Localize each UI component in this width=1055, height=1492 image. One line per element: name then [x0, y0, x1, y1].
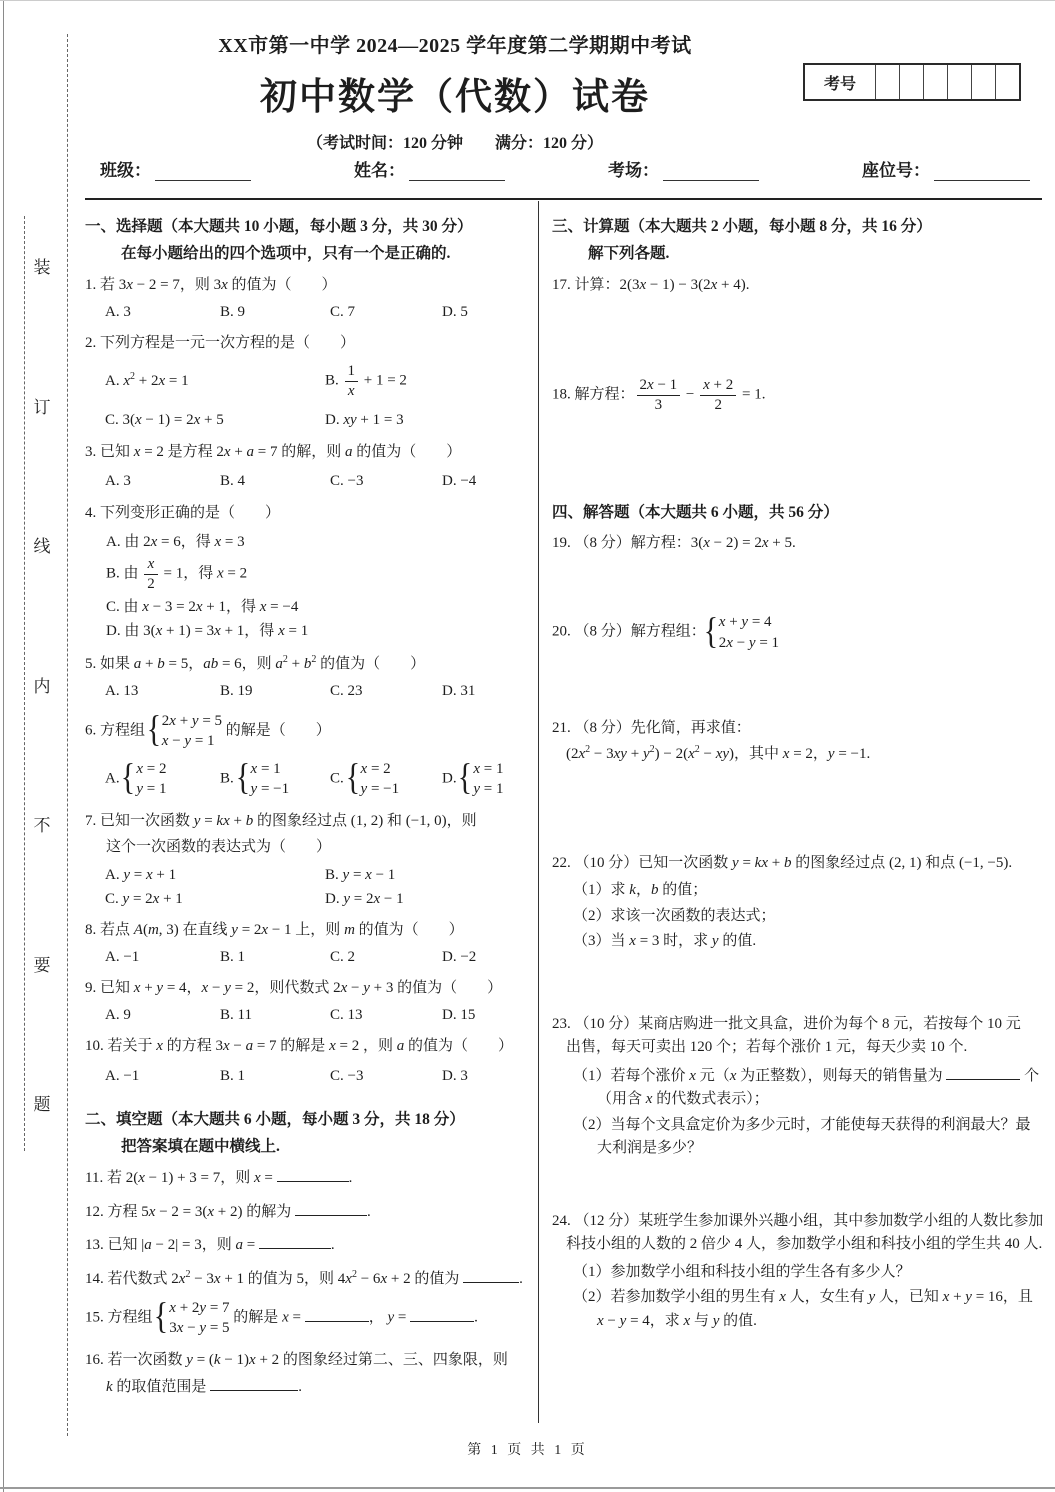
exam-number-cell	[947, 65, 971, 99]
answer-option: A. 3	[105, 472, 131, 489]
question-line: （2）若参加数学小组的男生有 x 人，女生有 y 人，已知 x + y = 16，且	[573, 1289, 1033, 1306]
question-8: 8. 若点 A(m, 3) 在直线 y = 2x − 1 上，则 m 的值为（ ）	[85, 921, 464, 938]
exam-number-cell	[899, 65, 923, 99]
info-field-label: 考场：	[608, 161, 659, 180]
question-24: 24. （12 分）某班学生参加课外兴趣小组，其中参加数学小组的人数比参加	[552, 1212, 1044, 1229]
question-20: 20. （8 分）解方程组： { x + y = 4 2x − y = 1	[552, 612, 1044, 653]
answer-option: A. 3	[105, 304, 131, 320]
exam-number-cell	[923, 65, 947, 99]
column-divider-line	[538, 201, 539, 1423]
answer-option: C. { x = 2 y = −1	[330, 759, 442, 800]
answer-option: D. 15	[442, 1007, 476, 1023]
question-line: D. 由 3(x + 1) = 3x + 1，得 x = 1	[106, 623, 309, 639]
answer-option: C. 2	[330, 949, 356, 965]
left-column	[85, 211, 527, 1399]
school-session-line: XX市第一中学 2024—2025 学年度第二学期期中考试	[218, 35, 692, 57]
exam-number-cells	[875, 65, 1019, 99]
answer-option: A. 13	[105, 683, 139, 699]
paper-header	[85, 29, 825, 153]
question-line: x − y = 4，求 x 与 y 的值.	[597, 1312, 757, 1329]
answer-option: D. −2	[442, 949, 477, 965]
binding-char: 装	[33, 258, 51, 277]
info-field-label: 姓名：	[354, 161, 405, 180]
page-title: 初中数学（代数）试卷	[260, 77, 650, 118]
question-line: C. 由 x − 3 = 2x + 1，得 x = −4	[106, 598, 299, 615]
options-row	[85, 946, 527, 969]
section-1-heading: 一、选择题（本大题共 10 小题，每小题 3 分，共 30 分）	[85, 218, 473, 235]
question-line: 大利润是多少？	[597, 1140, 703, 1157]
info-field-label: 班级：	[100, 161, 151, 180]
info-field-blank	[409, 162, 505, 181]
question-11: 11. 若 2(x − 1) + 3 = 7，则 x = .	[85, 1166, 527, 1190]
info-field	[100, 156, 251, 181]
question-15: 15. 方程组 { x + 2y = 7 3x − y = 5 的解是 x = ， y = .	[85, 1298, 527, 1339]
binding-char: 线	[33, 537, 51, 556]
question-line: （2）当每个文具盒定价为多少元时，才能使每天获得的利润最大？最	[573, 1116, 1031, 1133]
question-line: A. 由 2x = 6，得 x = 3	[106, 533, 245, 550]
question-line: （1）求 k，b 的值；	[573, 882, 708, 899]
question-line: B. 由 $\frac{x}{2}$ = 1，得 x = 2	[106, 556, 248, 592]
answer-option: B. 1	[220, 949, 246, 965]
answer-option: D. y = 2x − 1	[325, 891, 404, 907]
binding-char: 不	[33, 816, 51, 835]
question-18: 18. 解方程： $\frac{2x - 1}{3}$ − $\frac{x + 2}{2}$ = 1.	[552, 377, 766, 413]
binding-dashed-line-inner	[24, 216, 25, 1151]
question-line: （用含 x 的代数式表示）；	[597, 1091, 769, 1108]
answer-option: B. 19	[220, 683, 253, 699]
answer-option: D. 5	[442, 304, 468, 320]
answer-option: C. −3	[330, 1068, 364, 1084]
question-3: 3. 已知 x = 2 是方程 2x + a = 7 的解，则 a 的值为（ ）	[85, 444, 462, 460]
question-line: 科技小组的人数的 2 倍少 4 人，参加数学小组和科技小组的学生共 40 人.	[566, 1236, 1043, 1253]
info-field	[608, 156, 759, 181]
section-1-subheading: 在每小题给出的四个选项中，只有一个是正确的.	[121, 245, 451, 263]
question-23: 23. （10 分）某商店购进一批文具盒，进价为每个 8 元，若按每个 10 元	[552, 1015, 1021, 1032]
exam-number-label: 考号	[823, 75, 856, 93]
question-9: 9. 已知 x + y = 4，x − y = 2，则代数式 2x − y + 3 的值为（ ）	[85, 979, 503, 996]
header-rule-line	[85, 198, 1042, 200]
options-row	[85, 759, 527, 800]
options-row	[85, 362, 527, 401]
options-row	[85, 1065, 527, 1088]
info-field-blank	[663, 162, 759, 181]
section-3-subheading: 解下列各题.	[588, 245, 670, 263]
page-left-edge-line	[3, 1, 4, 1492]
answer-option: C. −3	[330, 472, 364, 489]
answer-option: B. 1	[220, 1068, 246, 1084]
answer-option: C. 13	[330, 1007, 363, 1023]
question-line: $(2x^2 - 3xy + y^2) - 2(x^2 - xy)$，其中 x = 2，y = −1.	[566, 744, 871, 763]
options-row	[85, 864, 527, 887]
options-row	[85, 470, 527, 493]
question-line: 这个一次函数的表达式为（ ）	[106, 839, 332, 855]
options-row	[85, 301, 527, 324]
answer-option: D. 3	[442, 1068, 468, 1084]
question-13: 13. 已知 |a − 2| = 3，则 a = .	[85, 1233, 527, 1257]
answer-option: B. y = x − 1	[325, 866, 396, 883]
right-column	[552, 211, 1044, 1332]
answer-option: B. $\frac{1}{x}$ + 1 = 2	[325, 363, 407, 399]
info-field-label: 座位号：	[862, 161, 930, 180]
options-row	[85, 409, 527, 432]
answer-option: B. 4	[220, 472, 246, 489]
question-line: 出售，每天可卖出 120 个；若每个涨价 1 元，每天少卖 10 个.	[566, 1039, 968, 1056]
answer-option: A. $x^2 + 2x = 1$	[105, 371, 189, 389]
section-4-heading: 四、解答题（本大题共 6 小题，共 56 分）	[552, 503, 839, 521]
page-number-footer: 第 1 页 共 1 页	[467, 1443, 588, 1458]
question-5: 5. 如果 a + b = 5，ab = 6，则 $a^2 + b^2$ 的值为（ ）	[85, 653, 426, 672]
question-19: 19. （8 分）解方程：3(x − 2) = 2x + 5.	[552, 534, 796, 551]
info-field-blank	[934, 162, 1030, 181]
answer-option: D. xy + 1 = 3	[325, 411, 404, 428]
info-field-blank	[155, 162, 251, 181]
answer-option: A. −1	[105, 1068, 140, 1084]
exam-number-cell	[995, 65, 1019, 99]
question-1: 1. 若 3x − 2 = 7，则 3x 的值为（ ）	[85, 276, 337, 293]
binding-char: 题	[33, 1095, 51, 1114]
binding-dashed-line-outer	[67, 34, 68, 1436]
info-field	[862, 156, 1030, 181]
question-line: （2）求该一次函数的表达式；	[573, 907, 776, 924]
options-row	[85, 680, 527, 703]
exam-number-box	[803, 63, 1021, 101]
question-line: （3）当 x = 3 时，求 y 的值.	[573, 933, 757, 950]
answer-option: D. −4	[442, 472, 477, 489]
answer-option: D. 31	[442, 683, 476, 699]
options-row	[85, 888, 527, 911]
binding-vertical-text	[31, 253, 53, 1115]
question-14: 14. 若代数式 $2x^2 - 3x + 1$ 的值为 5，则 $4x^2 - 6x + 2$ 的值为 .	[85, 1268, 523, 1287]
answer-option: B. { x = 1 y = −1	[220, 759, 330, 800]
answer-option: C. y = 2x + 1	[105, 891, 183, 907]
section-2-subheading: 把答案填在题中横线上.	[121, 1137, 280, 1155]
question-10: 10. 若关于 x 的方程 3x − a = 7 的解是 x = 2 ，则 a 的值为（ ）	[85, 1037, 513, 1054]
page-bottom-edge-line	[0, 1487, 1055, 1489]
answer-option: A. −1	[105, 949, 140, 965]
answer-option: C. 23	[330, 683, 363, 699]
question-21: 21. （8 分）先化简，再求值：	[552, 719, 751, 736]
options-row	[85, 1004, 527, 1027]
section-3-heading: 三、计算题（本大题共 2 小题，每小题 8 分，共 16 分）	[552, 218, 932, 235]
exam-number-cell	[971, 65, 995, 99]
question-line: k 的取值范围是 .	[85, 1375, 527, 1399]
answer-option: D. { x = 1 y = 1	[442, 759, 527, 800]
answer-option: C. 3(x − 1) = 2x + 5	[105, 411, 224, 428]
binding-char: 要	[33, 955, 51, 975]
info-field	[354, 156, 505, 181]
question-12: 12. 方程 5x − 2 = 3(x + 2) 的解为 .	[85, 1200, 527, 1224]
exam-time-score-line: （考试时间：120 分钟 满分：120 分）	[306, 135, 603, 152]
student-info-row	[100, 156, 1030, 181]
answer-option: B. 11	[220, 1007, 252, 1023]
answer-option: A. { x = 2 y = 1	[105, 759, 220, 800]
question-2: 2. 下列方程是一元一次方程的是（ ）	[85, 334, 356, 351]
binding-char: 订	[33, 397, 51, 417]
question-4: 4. 下列变形正确的是（ ）	[85, 505, 281, 521]
question-line: （1）参加数学小组和科技小组的学生各有多少人？	[573, 1263, 911, 1280]
answer-option: A. y = x + 1	[105, 866, 177, 883]
question-6: 6. 方程组 { 2x + y = 5 x − y = 1 的解是（ ）	[85, 711, 527, 752]
answer-option: B. 9	[220, 304, 246, 320]
answer-option: C. 7	[330, 304, 356, 320]
answer-option: A. 9	[105, 1007, 131, 1023]
question-16: 16. 若一次函数 y = (k − 1)x + 2 的图象经过第二、三、四象限，则	[85, 1351, 508, 1368]
question-22: 22. （10 分）已知一次函数 y = kx + b 的图象经过点 (2, 1) 和点 (−1, −5).	[552, 854, 1013, 871]
question-7: 7. 已知一次函数 y = kx + b 的图象经过点 (1, 2) 和 (−1, 0)，则	[85, 812, 477, 829]
section-2-heading: 二、填空题（本大题共 6 小题，每小题 3 分，共 18 分）	[85, 1110, 465, 1128]
question-17: 17. 计算：2(3x − 1) − 3(2x + 4).	[552, 276, 750, 293]
exam-number-cell	[875, 65, 899, 99]
question-line: （1）若每个涨价 x 元（x 为正整数），则每天的销售量为 个	[552, 1064, 1044, 1088]
binding-char: 内	[33, 676, 51, 696]
